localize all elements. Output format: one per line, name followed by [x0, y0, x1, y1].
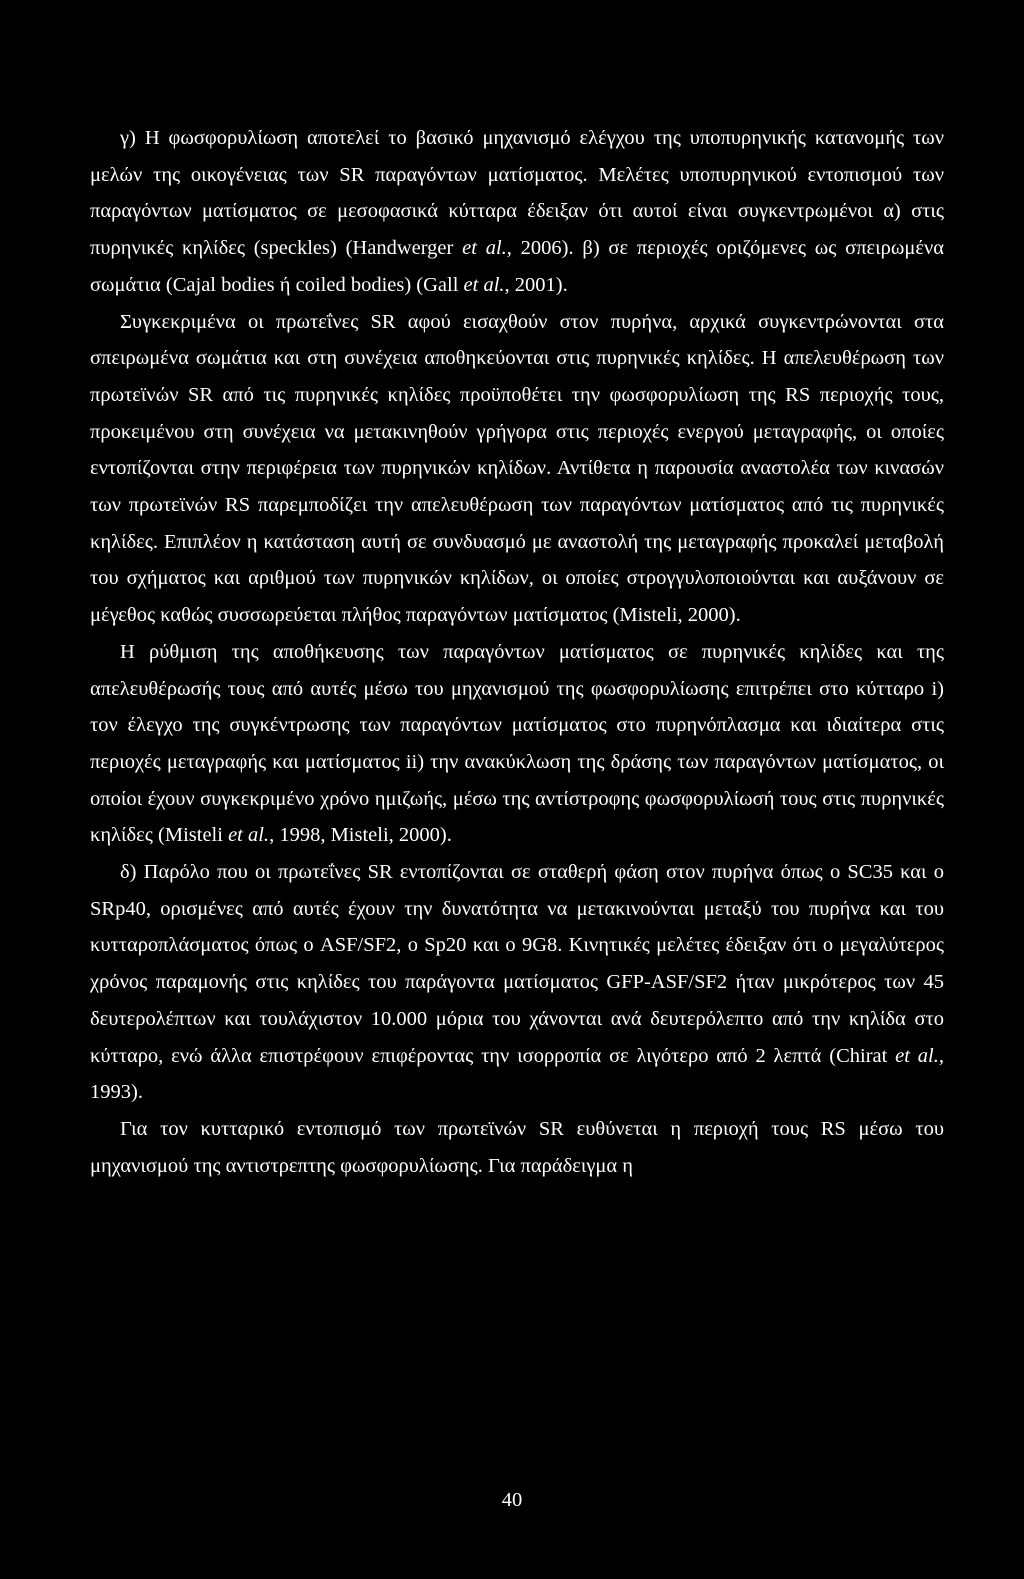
paragraph-text: , 2001).	[504, 273, 568, 296]
paragraph-3	[90, 634, 944, 854]
paragraph-5	[90, 1111, 944, 1184]
paragraph-text: γ) Η φωσφορυλίωση αποτελεί το βασικό μηχανισμό ελέγχου της υποπυρηνικής κατανομής των μελών της οικογένειας των SR παραγόντων ματίσματος. Μελέτες υποπυρηνικού εντοπισμού των παραγόντων ματίσματος σε μεσοφασικά κύτταρα έδειξαν ότι αυτοί είναι συγκεντρωμένοι α) στις πυρηνικές κηλίδες (speckles) (Handwerger	[90, 127, 944, 260]
paragraph-2	[90, 304, 944, 634]
paragraph-text: , 1998, Misteli, 2000).	[269, 824, 452, 847]
citation-et-al: et al.	[228, 824, 270, 847]
paragraph-4	[90, 854, 944, 1111]
page-number: 40	[501, 1489, 523, 1511]
paragraph-text: Για τον κυτταρικό εντοπισμό των πρωτεϊνών SR ευθύνεται η περιοχή τους RS μέσω του μηχανισμού της αντιστρεπτης φωσφορυλίωσης. Για παράδειγμα η	[90, 1117, 944, 1177]
paragraph-text: , 1993).	[90, 1044, 944, 1104]
paragraph-text: δ) Παρόλο που οι πρωτεΐνες SR εντοπίζονται σε σταθερή φάση στον πυρήνα όπως ο SC35 και ο SRp40, ορισμένες από αυτές έχουν την δυνατότητα να μετακινούνται μεταξύ του πυρήνα και του κυτταροπλάσματος όπως ο ASF/SF2, ο Sp20 και ο 9G8. Κινητικές μελέτες έδειξαν ότι ο μεγαλύτερος χρόνος παραμονής στις κηλίδες του παράγοντα ματίσματος GFP-ASF/SF2 ήταν μικρότερος των 45 δευτερολέπτων και τουλάχιστον 10.000 μόρια του χάνονται ανά δευτερόλεπτο από την κηλίδα στο κύτταρο, ενώ άλλα επιστρέφουν επιφέροντας την ισορροπία σε λιγότερο από 2 λεπτά (Chirat	[90, 861, 944, 1067]
paragraph-text: Συγκεκριμένα οι πρωτεΐνες SR αφού εισαχθούν στον πυρήνα, αρχικά συγκεντρώνονται στα σπειρωμένα σωμάτια και στη συνέχεια αποθηκεύονται στις πυρηνικές κηλίδες. Η απελευθέρωση των πρωτεϊνών SR από τις πυρηνικές κηλίδες προϋποθέτει την φωσφορυλίωση της RS περιοχής τους, προκειμένου στη συνέχεια να μετακινηθούν γρήγορα στις περιοχές ενεργού μεταγραφής, οι οποίες εντοπίζονται στην περιφέρεια των πυρηνικών κηλίδων. Αντίθετα η παρουσία αναστολέα των κινασών των πρωτεϊνών RS παρεμποδίζει την απελευθέρωση των παραγόντων ματίσματος από τις πυρηνικές κηλίδες. Επιπλέον η κατάσταση αυτή σε συνδυασμό με αναστολή της μεταγραφής προκαλεί μεταβολή του σχήματος και αριθμού των πυρηνικών κηλίδων, οι οποίες στρογγυλοποιούνται και αυξάνουν σε μέγεθος καθώς συσσωρεύεται πλήθος παραγόντων ματίσματος (Misteli, 2000).	[90, 310, 944, 627]
paragraph-1	[90, 120, 944, 304]
paragraph-text: Η ρύθμιση της αποθήκευσης των παραγόντων ματίσματος σε πυρηνικές κηλίδες και της απελευθέρωσής τους από αυτές μέσω του μηχανισμού της φωσφορυλίωσης επιτρέπει στο κύτταρο i) τον έλεγχο της συγκέντρωσης των παραγόντων ματίσματος στο πυρηνόπλασμα και ιδιαίτερα στις περιοχές μεταγραφής και ματίσματος ii) την ανακύκλωση της δράσης των παραγόντων ματίσματος, οι οποίοι έχουν συγκεκριμένο χρόνο ημιζωής, μέσω της αντίστροφης φωσφορυλίωσή τους στις πυρηνικές κηλίδες (Misteli	[90, 640, 944, 847]
citation-et-al: et al.	[462, 237, 507, 260]
citation-et-al: et al.	[895, 1044, 939, 1067]
paragraph-text: , 2006). β) σε περιοχές οριζόμενες ως σπειρωμένα σωμάτια (Cajal bodies ή coiled bodies) (Gall	[90, 237, 944, 296]
citation-et-al: et al.	[463, 273, 505, 296]
document-body	[90, 120, 944, 1184]
